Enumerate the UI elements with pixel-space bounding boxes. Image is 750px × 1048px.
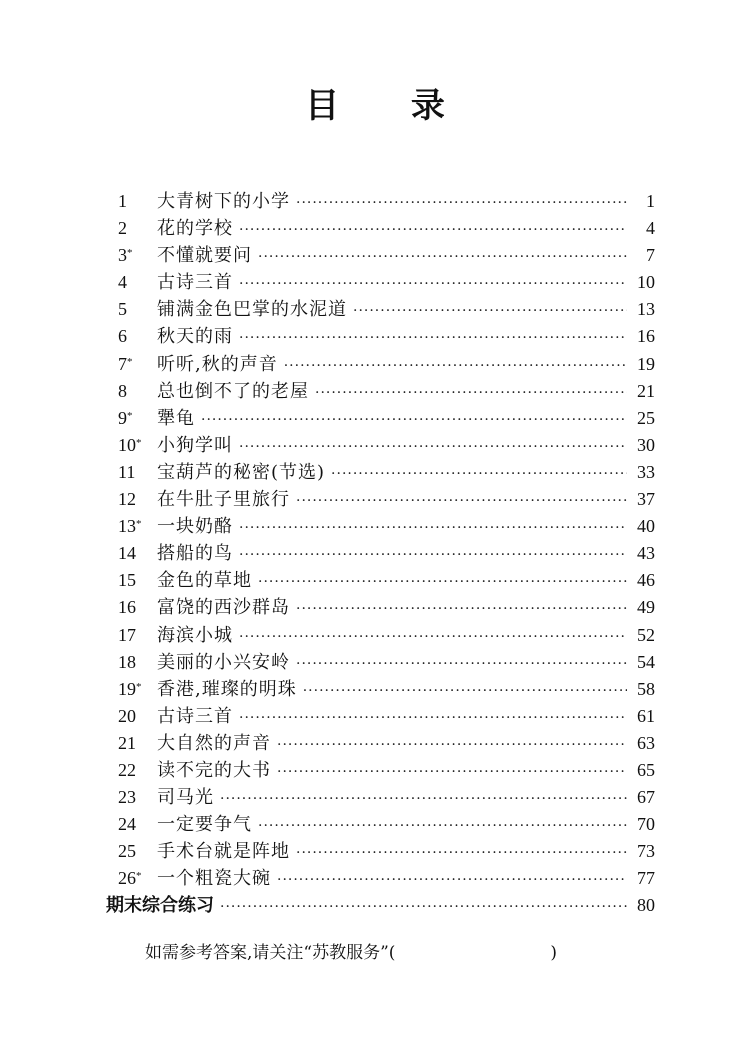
lesson-title: 大青树下的小学 <box>157 191 290 212</box>
lesson-title: 古诗三首 <box>157 705 233 727</box>
leader-dots <box>296 840 627 867</box>
page-number: 13 <box>637 299 655 320</box>
leader-dots <box>277 867 627 894</box>
lesson-number: 13* <box>118 516 142 537</box>
toc-entry <box>110 323 655 350</box>
lesson-title: 司马光 <box>157 787 214 809</box>
page-number: 80 <box>637 895 655 916</box>
page-number: 70 <box>637 814 655 835</box>
leader-dots <box>239 325 627 352</box>
leader-dots <box>258 569 627 596</box>
toc-entry <box>110 784 655 811</box>
page-number: 19 <box>637 353 655 374</box>
lesson-number: 18 <box>118 651 136 672</box>
lesson-title: 铺满金色巴掌的水泥道 <box>157 299 347 321</box>
lesson-title: 一块奶酪 <box>157 516 233 538</box>
footer-note <box>145 938 557 963</box>
lesson-number: 11 <box>118 461 136 482</box>
page-number: 30 <box>637 434 655 455</box>
page-number: 21 <box>637 380 655 401</box>
lesson-title: 大自然的声音 <box>157 732 271 754</box>
leader-dots <box>277 732 627 759</box>
page-number: 37 <box>637 489 655 510</box>
toc-entry <box>110 622 655 649</box>
lesson-title: 一定要争气 <box>157 814 252 836</box>
toc-entry <box>110 188 655 215</box>
lesson-number: 19* <box>118 678 142 699</box>
leader-dots <box>239 217 627 244</box>
lesson-title: 读不完的大书 <box>157 759 271 781</box>
leader-dots <box>220 786 627 813</box>
optional-star: * <box>136 870 142 883</box>
lesson-number: 22 <box>118 759 136 780</box>
toc-entry <box>110 811 655 838</box>
lesson-number: 23 <box>118 787 136 808</box>
page-number: 25 <box>637 407 655 428</box>
leader-dots <box>296 596 627 623</box>
toc-entry <box>110 215 655 242</box>
lesson-number: 24 <box>118 814 136 835</box>
lesson-number: 4 <box>118 272 127 293</box>
lesson-title: 一个粗瓷大碗 <box>157 868 271 890</box>
lesson-number: 17 <box>118 624 136 645</box>
toc-entry <box>110 676 655 703</box>
lesson-title: 花的学校 <box>157 218 233 240</box>
leader-dots <box>277 759 627 786</box>
page-number: 46 <box>637 570 655 591</box>
toc-entry <box>110 351 655 378</box>
toc-entry <box>110 594 655 621</box>
page-number: 40 <box>637 516 655 537</box>
toc-entry <box>110 730 655 757</box>
footer-close: ) <box>550 943 558 963</box>
optional-star: * <box>127 247 133 260</box>
lesson-title: 听听,秋的声音 <box>157 353 278 375</box>
lesson-number: 15 <box>118 570 136 591</box>
lesson-number: 14 <box>118 543 136 564</box>
leader-dots <box>353 298 627 325</box>
leader-dots <box>296 488 627 515</box>
lesson-title: 总也倒不了的老屋 <box>157 380 309 402</box>
lesson-title: 富饶的西沙群岛 <box>157 597 290 619</box>
lesson-title: 秋天的雨 <box>157 326 233 348</box>
lesson-number: 9* <box>118 407 133 428</box>
lesson-title: 犟龟 <box>157 407 195 429</box>
toc-entry <box>110 757 655 784</box>
page-number: 10 <box>637 272 655 293</box>
toc-entry <box>110 378 655 405</box>
lesson-number: 26* <box>118 868 142 889</box>
lesson-number: 12 <box>118 489 136 510</box>
page-number: 4 <box>646 218 655 239</box>
lesson-title: 在牛肚子里旅行 <box>157 489 290 511</box>
lesson-number: 7* <box>118 353 133 374</box>
page-number: 73 <box>637 841 655 862</box>
page-number: 54 <box>637 651 655 672</box>
toc-entry <box>110 459 655 486</box>
leader-dots <box>331 461 627 488</box>
toc-entry <box>110 296 655 323</box>
lesson-number: 6 <box>118 326 127 347</box>
leader-dots <box>315 380 627 407</box>
lesson-number: 21 <box>118 732 136 753</box>
toc-entry <box>110 405 655 432</box>
lesson-title: 搭船的鸟 <box>157 543 233 565</box>
page-number: 58 <box>637 678 655 699</box>
lesson-number: 20 <box>118 705 136 726</box>
lesson-title: 海滨小城 <box>157 624 233 646</box>
leader-dots <box>201 407 627 434</box>
page-number: 67 <box>637 787 655 808</box>
lesson-number: 2 <box>118 218 127 239</box>
leader-dots <box>296 190 627 217</box>
toc-entry <box>110 242 655 269</box>
lesson-number: 8 <box>118 380 127 401</box>
leader-dots <box>239 515 627 542</box>
lesson-number: 3* <box>118 245 133 266</box>
lesson-title: 手术台就是阵地 <box>157 841 290 863</box>
lesson-title: 金色的草地 <box>157 570 252 592</box>
toc-entry <box>110 865 655 892</box>
optional-star: * <box>127 409 133 422</box>
leader-dots <box>239 271 627 298</box>
page-number: 43 <box>637 543 655 564</box>
toc-entry <box>110 432 655 459</box>
leader-dots <box>239 434 627 461</box>
final-review-title: 期末综合练习 <box>106 895 214 917</box>
leader-dots <box>239 542 627 569</box>
toc-entry <box>110 269 655 296</box>
leader-dots <box>258 813 627 840</box>
page-number: 16 <box>637 326 655 347</box>
lesson-title: 香港,璀璨的明珠 <box>157 678 297 700</box>
table-of-contents <box>106 188 655 920</box>
toc-entry <box>110 486 655 513</box>
lesson-number: 25 <box>118 841 136 862</box>
lesson-title: 小狗学叫 <box>157 434 233 456</box>
lesson-number: 5 <box>118 299 127 320</box>
toc-entry <box>110 513 655 540</box>
lesson-title: 宝葫芦的秘密(节选) <box>157 461 326 483</box>
footer-text: 如需参考答案,请关注“苏教服务”( <box>145 943 396 963</box>
toc-entry <box>110 567 655 594</box>
lesson-number: 16 <box>118 597 136 618</box>
page-number: 1 <box>646 191 655 211</box>
page-number: 61 <box>637 705 655 726</box>
lesson-title: 古诗三首 <box>157 272 233 294</box>
page-number: 52 <box>637 624 655 645</box>
leader-dots <box>239 705 627 732</box>
lesson-title: 美丽的小兴安岭 <box>157 651 290 673</box>
page-number: 49 <box>637 597 655 618</box>
leader-dots <box>303 678 627 705</box>
page-number: 33 <box>637 461 655 482</box>
page-number: 65 <box>637 759 655 780</box>
leader-dots <box>296 651 627 678</box>
toc-entry <box>110 838 655 865</box>
page-number: 7 <box>646 245 655 266</box>
leader-dots <box>284 353 627 380</box>
page-number: 63 <box>637 732 655 753</box>
leader-dots <box>258 244 627 271</box>
lesson-number: 1 <box>118 191 127 211</box>
optional-star: * <box>136 680 142 693</box>
toc-entry-final-review <box>106 892 655 919</box>
lesson-title: 不懂就要问 <box>157 245 252 267</box>
page-title: 目 录 <box>305 86 475 126</box>
optional-star: * <box>127 355 133 368</box>
toc-entry <box>110 703 655 730</box>
toc-entry <box>110 540 655 567</box>
optional-star: * <box>136 436 142 449</box>
leader-dots <box>239 624 627 651</box>
lesson-number: 10* <box>118 434 142 455</box>
leader-dots <box>220 894 627 921</box>
optional-star: * <box>136 518 142 531</box>
page-number: 77 <box>637 868 655 889</box>
toc-entry <box>110 649 655 676</box>
